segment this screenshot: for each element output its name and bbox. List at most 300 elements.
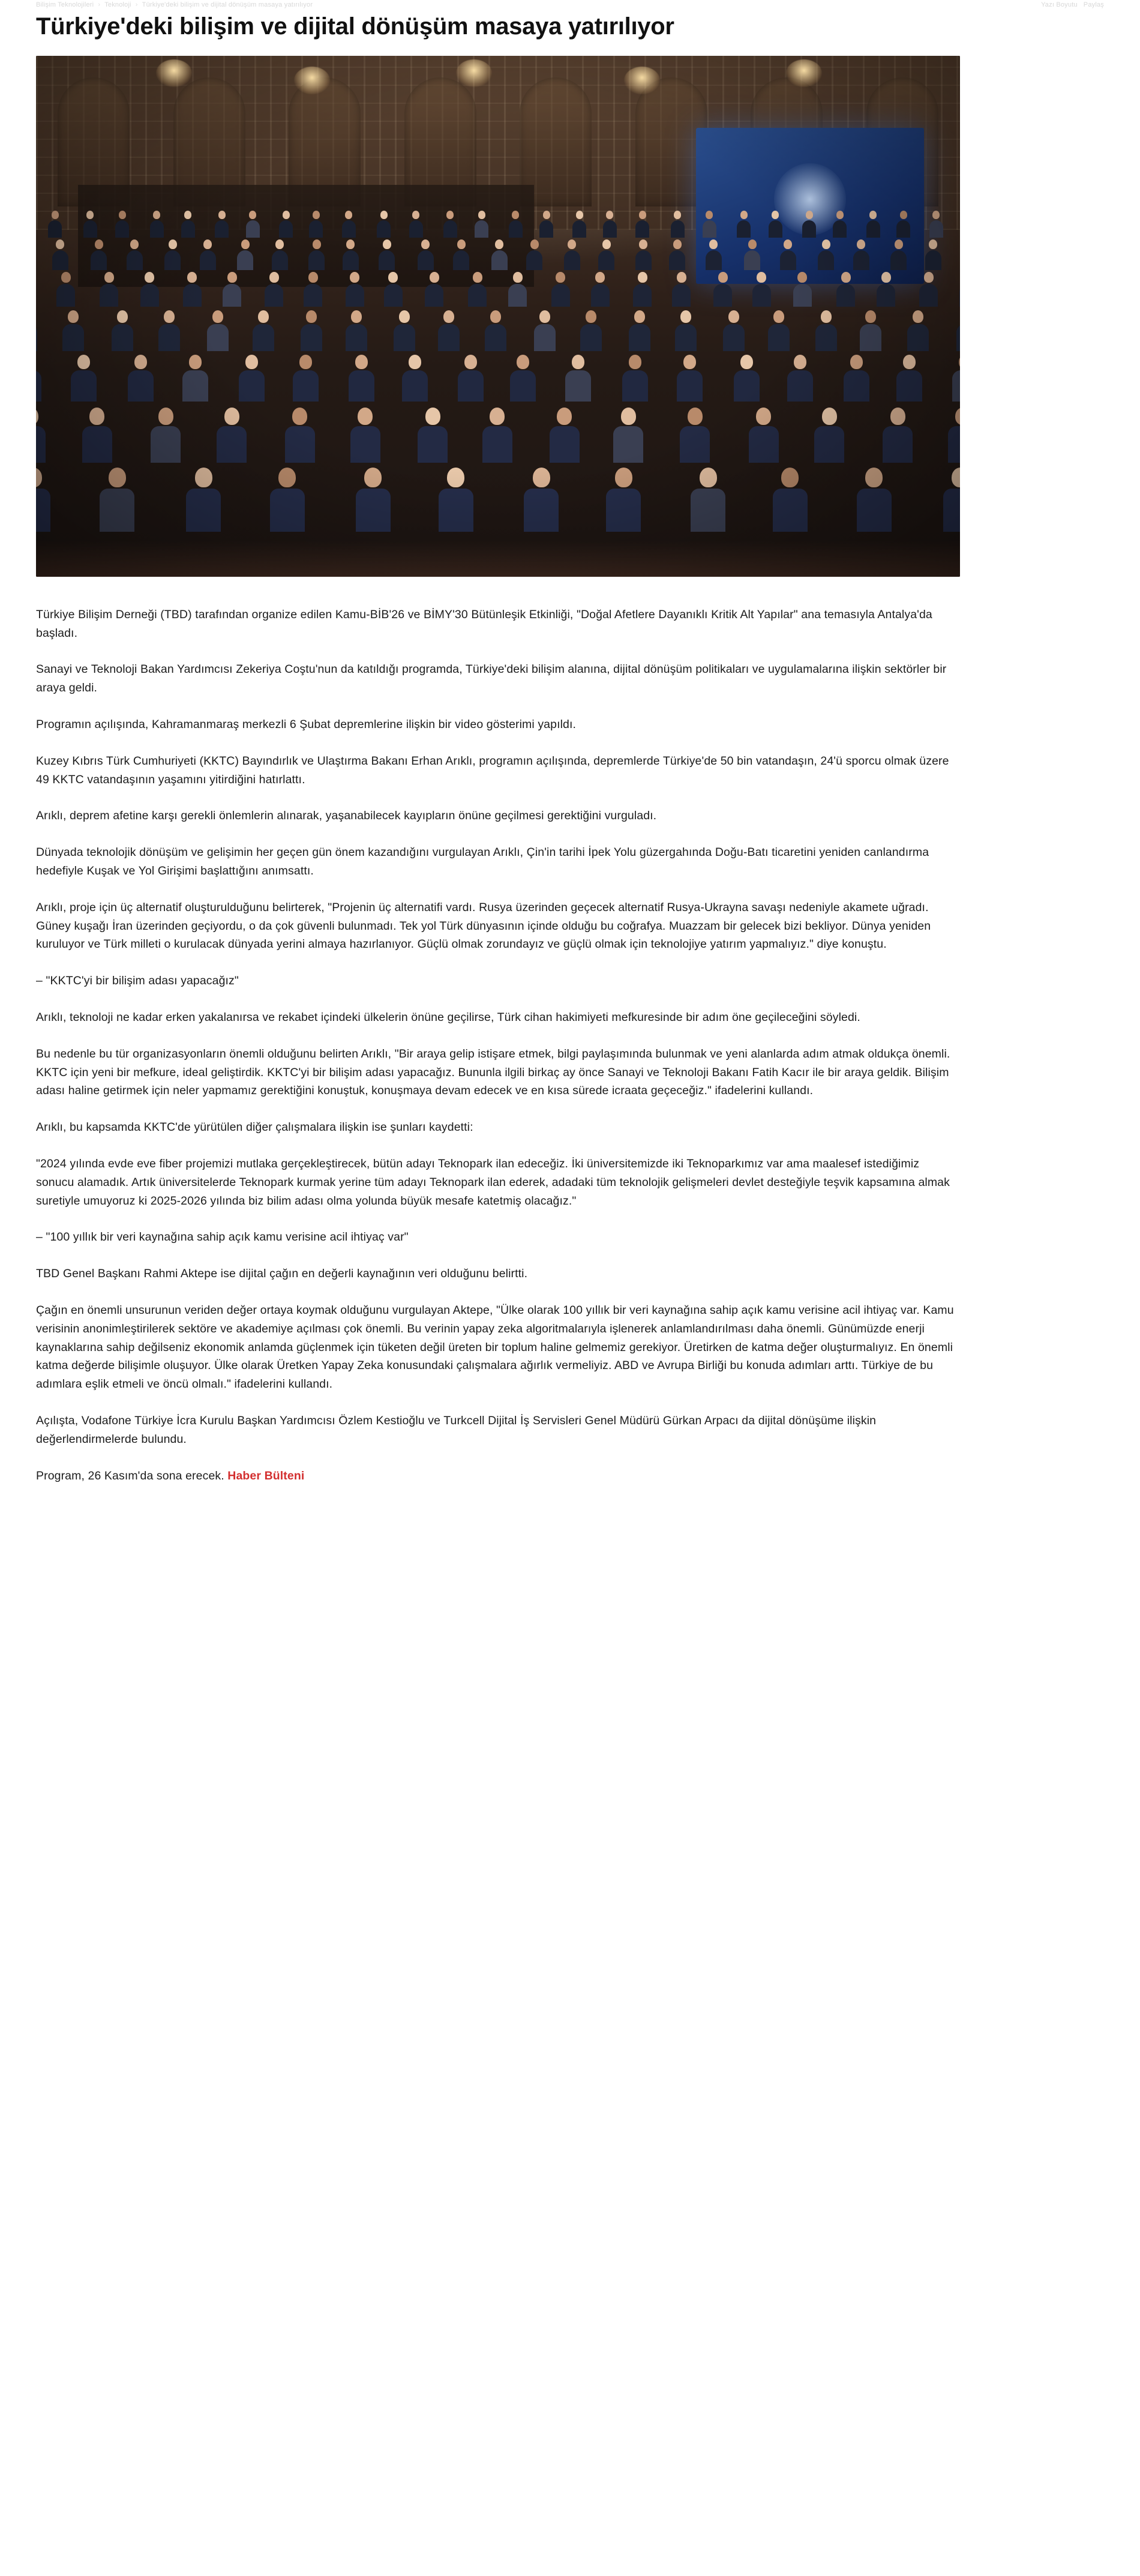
- audience-head: [241, 239, 250, 249]
- audience-body: [890, 250, 907, 270]
- audience-body: [309, 220, 323, 238]
- audience-body: [671, 220, 685, 238]
- audience-body: [564, 250, 580, 270]
- audience-member: [524, 468, 559, 532]
- audience-body: [151, 426, 181, 463]
- audience-member: [200, 239, 216, 270]
- audience-head: [245, 355, 258, 369]
- audience-head: [187, 272, 197, 283]
- audience-head: [278, 468, 296, 487]
- audience-head: [895, 239, 903, 249]
- audience-head: [86, 211, 94, 219]
- paragraph: Türkiye Bilişim Derneği (TBD) tarafından organize edilen Kamu-BİB'26 ve BİMY'30 Bütünleşik Etkinliği, "Doğal Afetlere Dayanıklı Kritik Alt Yapılar" ana temasıyla Antalya'da başladı.: [36, 607, 932, 640]
- audience-body: [680, 426, 710, 463]
- audience-head: [929, 239, 937, 249]
- paragraph: Arıklı, deprem afetine karşı gerekli önlemlerin alınarak, yaşanabilecek kayıpların önüne geçilmesi gerektiğini vurguladı.: [36, 809, 657, 823]
- audience-member: [71, 355, 97, 402]
- audience-body: [669, 250, 685, 270]
- audience-member: [633, 272, 652, 307]
- audience-head: [806, 211, 813, 219]
- audience-body: [866, 220, 880, 238]
- audience-member: [443, 211, 457, 238]
- audience-head: [292, 408, 307, 425]
- audience-head: [109, 468, 126, 487]
- audience-body: [394, 324, 415, 351]
- paragraph: TBD Genel Başkanı Rahmi Aktepe ise dijital çağın en değerli kaynağının veri olduğunu belirtti.: [36, 1267, 528, 1281]
- audience-head: [249, 211, 256, 219]
- audience-member: [62, 310, 84, 351]
- audience-member: [883, 408, 913, 463]
- audience-head: [212, 310, 223, 323]
- audience-body: [925, 250, 941, 270]
- audience-head: [602, 239, 611, 249]
- audience-head: [773, 310, 784, 323]
- audience-member: [56, 272, 75, 307]
- audience-body: [734, 370, 760, 402]
- audience-head: [380, 211, 388, 219]
- audience-head: [718, 272, 728, 283]
- audience-head: [794, 355, 806, 369]
- audience-head: [634, 310, 645, 323]
- audience-member: [181, 211, 195, 238]
- audience-body: [200, 250, 216, 270]
- audience-head: [543, 211, 550, 219]
- audience-member: [215, 211, 229, 238]
- byline[interactable]: Haber Bülteni: [227, 1469, 305, 1482]
- audience-member: [890, 239, 907, 270]
- audience-row: [36, 211, 960, 238]
- audience-body: [343, 250, 359, 270]
- audience-body: [384, 284, 403, 307]
- audience-member: [91, 239, 107, 270]
- audience-member: [453, 239, 469, 270]
- audience-member: [458, 355, 484, 402]
- audience-member: [539, 211, 553, 238]
- audience-member: [749, 408, 779, 463]
- audience-body: [907, 324, 929, 351]
- audience-member: [877, 272, 895, 307]
- audience-head: [490, 310, 501, 323]
- audience-body: [402, 370, 428, 402]
- audience-member: [925, 239, 941, 270]
- audience-head: [706, 211, 713, 219]
- audience-body: [36, 324, 37, 351]
- audience-head: [36, 468, 42, 487]
- audience-member: [896, 355, 922, 402]
- audience-body: [438, 324, 460, 351]
- audience-body: [572, 220, 586, 238]
- audience-member: [475, 211, 488, 238]
- audience-body: [215, 220, 229, 238]
- audience-body: [844, 370, 869, 402]
- audience-body: [112, 324, 133, 351]
- audience-body: [48, 220, 62, 238]
- audience-member: [223, 272, 241, 307]
- audience-member: [534, 310, 556, 351]
- audience-head: [299, 355, 312, 369]
- audience-member: [346, 272, 364, 307]
- audience-body: [100, 489, 134, 532]
- audience-member: [787, 355, 813, 402]
- audience-body: [613, 426, 643, 463]
- breadcrumb-bar: [0, 0, 1140, 13]
- audience-body: [896, 370, 922, 402]
- audience-member: [737, 211, 751, 238]
- audience-member: [550, 408, 580, 463]
- audience-member: [418, 408, 448, 463]
- audience-head: [153, 211, 160, 219]
- audience-head: [748, 239, 757, 249]
- share-button[interactable]: Paylaş: [1083, 1, 1104, 8]
- audience-head: [313, 239, 321, 249]
- audience-member: [580, 310, 602, 351]
- audience-body: [773, 489, 808, 532]
- audience-member: [622, 355, 648, 402]
- audience-member: [342, 211, 356, 238]
- audience-body: [691, 489, 725, 532]
- audience-member: [151, 408, 181, 463]
- audience-head: [184, 211, 191, 219]
- audience-body: [207, 324, 229, 351]
- audience-body: [802, 220, 816, 238]
- audience-head: [447, 468, 464, 487]
- audience-member: [265, 272, 283, 307]
- audience-member: [491, 239, 508, 270]
- audience-body: [948, 426, 960, 463]
- audience-member: [343, 239, 359, 270]
- paragraph: Programın açılışında, Kahramanmaraş merkezli 6 Şubat depremlerine ilişkin bir video gösterimi yapıldı.: [36, 717, 577, 731]
- audience-member: [164, 239, 181, 270]
- audience-member: [237, 239, 253, 270]
- paragraph: "2024 yılında evde eve fiber projemizi mutlaka gerçekleştirecek, bütün adayı Teknopark ilan edeceğiz. İki üniversitemizde iki Teknoparkımız var ama maalesef istediğimiz sonucu alamadık. Artık üniversitelerde Teknopark kurmak yerine tüm adayı Teknopark ilan ederek, adadaki tüm teknolojik gelişmeleri devlet desteğiyle teşvik kapsamına almak suretiyle umuyoruz ki 2025-2026 yılında biz bilim adası olma yolunda büyük mesafe katetmiş olacağız.": [36, 1157, 950, 1208]
- audience-member: [780, 239, 796, 270]
- audience-head: [857, 239, 865, 249]
- audience-body: [580, 324, 602, 351]
- paragraph: Açılışta, Vodafone Türkiye İcra Kurulu Başkan Yardımcısı Özlem Kestioğlu ve Turkcell Dijital İş Servisleri Genel Müdürü Gürkan Arpacı da dijital dönüşüme ilişkin değerlendirmelerde bulundu.: [36, 1413, 877, 1446]
- audience-body: [285, 426, 315, 463]
- audience-body: [598, 250, 614, 270]
- audience-head: [952, 468, 960, 487]
- audience-head: [473, 272, 482, 283]
- audience-head: [36, 408, 38, 425]
- audience-member: [629, 310, 650, 351]
- audience-member: [394, 310, 415, 351]
- audience-head: [841, 272, 851, 283]
- audience-body: [591, 284, 610, 307]
- subheading: – "100 yıllık bir veri kaynağına sahip açık kamu verisine acil ihtiyaç var": [36, 1230, 409, 1244]
- audience-body: [293, 370, 319, 402]
- audience-body: [919, 284, 938, 307]
- audience-body: [737, 220, 751, 238]
- audience-head: [557, 408, 572, 425]
- audience-body: [223, 284, 241, 307]
- audience-head: [700, 468, 717, 487]
- audience-head: [61, 272, 71, 283]
- audience-member: [379, 239, 395, 270]
- audience-body: [706, 250, 722, 270]
- audience-head: [822, 239, 830, 249]
- audience-body: [346, 284, 364, 307]
- audience-body: [485, 324, 506, 351]
- audience-member: [802, 211, 816, 238]
- audience-body: [814, 426, 844, 463]
- breadcrumb-separator: ›: [135, 1, 138, 8]
- audience-head: [351, 310, 362, 323]
- audience-member: [929, 211, 943, 238]
- audience-member: [551, 272, 570, 307]
- audience-body: [622, 370, 648, 402]
- audience-member: [509, 211, 523, 238]
- audience-member: [485, 310, 506, 351]
- audience-body: [409, 220, 423, 238]
- audience-member: [158, 310, 180, 351]
- audience-body: [853, 250, 869, 270]
- audience-member: [100, 272, 118, 307]
- audience-head: [533, 468, 550, 487]
- audience-body: [635, 250, 652, 270]
- audience-member: [773, 468, 808, 532]
- audience-head: [781, 468, 799, 487]
- audience-member: [769, 211, 782, 238]
- audience-member: [860, 310, 881, 351]
- audience-head: [227, 272, 237, 283]
- audience-member: [857, 468, 892, 532]
- audience-head: [203, 239, 212, 249]
- audience-member: [36, 468, 50, 532]
- audience-body: [752, 284, 771, 307]
- audience-body: [744, 250, 760, 270]
- audience-head: [350, 272, 359, 283]
- audience-body: [526, 250, 542, 270]
- audience-head: [269, 272, 279, 283]
- audience-head: [677, 272, 686, 283]
- audience-body: [36, 489, 50, 532]
- audience-head: [674, 211, 681, 219]
- chandelier-light: [156, 59, 192, 87]
- audience-head: [513, 272, 523, 283]
- page-title: Türkiye'deki bilişim ve dijital dönüşüm masaya yatırılıyor: [36, 13, 674, 40]
- audience-body: [629, 324, 650, 351]
- audience-body: [952, 370, 960, 402]
- audience-body: [304, 284, 322, 307]
- audience-head: [446, 211, 454, 219]
- audience-body: [83, 220, 97, 238]
- audience-member: [346, 310, 367, 351]
- audience-head: [409, 355, 421, 369]
- audience-body: [56, 284, 75, 307]
- audience-member: [36, 310, 37, 351]
- audience-member: [706, 239, 722, 270]
- audience-body: [265, 284, 283, 307]
- headline-container: [0, 13, 1140, 44]
- audience-member: [183, 272, 202, 307]
- audience-head: [680, 310, 691, 323]
- audience-head: [218, 211, 226, 219]
- hall-floor: [36, 541, 960, 577]
- audience-member: [793, 272, 812, 307]
- audience-head: [595, 272, 605, 283]
- audience-body: [425, 284, 443, 307]
- audience-head: [313, 211, 320, 219]
- audience-member: [115, 211, 129, 238]
- audience-member: [691, 468, 725, 532]
- audience-head: [615, 468, 632, 487]
- audience-member: [723, 310, 745, 351]
- breadcrumb-item-1[interactable]: Teknoloji: [104, 1, 131, 8]
- chandelier-light: [786, 59, 822, 87]
- audience-member: [186, 468, 221, 532]
- audience-body: [606, 489, 641, 532]
- audience-head: [890, 408, 905, 425]
- audience-member: [82, 408, 112, 463]
- audience-member: [510, 355, 536, 402]
- audience-body: [524, 489, 559, 532]
- audience-body: [603, 220, 617, 238]
- audience-head: [900, 211, 907, 219]
- audience-member: [482, 408, 512, 463]
- audience-member: [246, 211, 260, 238]
- audience-member: [680, 408, 710, 463]
- audience-head: [821, 310, 832, 323]
- audience-body: [929, 220, 943, 238]
- audience-body: [308, 250, 325, 270]
- audience-head: [490, 408, 505, 425]
- audience-body: [349, 370, 374, 402]
- breadcrumb-separator: ›: [98, 1, 101, 8]
- audience-head: [195, 468, 212, 487]
- audience-member: [402, 355, 428, 402]
- audience-head: [145, 272, 154, 283]
- audience-body: [183, 284, 202, 307]
- audience-member: [309, 211, 323, 238]
- chandelier-light: [294, 67, 330, 94]
- audience-member: [752, 272, 771, 307]
- audience-member: [818, 239, 834, 270]
- audience-head: [89, 408, 104, 425]
- audience-body: [350, 426, 380, 463]
- breadcrumb: [36, 1, 313, 8]
- audience-body: [100, 284, 118, 307]
- audience-head: [865, 468, 883, 487]
- audience-body: [82, 426, 112, 463]
- audience-head: [283, 211, 290, 219]
- audience-member: [952, 355, 960, 402]
- audience-head: [850, 355, 863, 369]
- audience-member: [703, 211, 716, 238]
- chandelier-light: [624, 67, 660, 94]
- audience-body: [52, 250, 68, 270]
- audience-body: [635, 220, 649, 238]
- audience-head: [52, 211, 59, 219]
- audience-member: [384, 272, 403, 307]
- chandelier-light: [456, 59, 492, 87]
- audience-body: [883, 426, 913, 463]
- paragraph: Arıklı, proje için üç alternatif oluşturulduğunu belirterek, "Projenin üç alternatifi vardı. Rusya üzerinden geçecek alternatif Rusya-Ukrayna savaşı nedeniyle akamete uğradı. Güney kuşağı İran üzerinden geçiyordu, o da çok güvenli bulunmadı. Tek yol Türk dünyasının içinde olduğu bu coğrafya. Muazzam bir gelecek bizi bekliyor. Dünya yeniden kuruluyor ve Türk milleti o kurulacak dünyada yerini almaya hazırlanıyor. Güçlü olmak zorundayız ve güçlü olmak için teknolojiye yatırım yapmalıyız." diye konuştu.: [36, 900, 931, 951]
- audience-head: [224, 408, 239, 425]
- audience-member: [598, 239, 614, 270]
- audience-body: [186, 489, 221, 532]
- audience-member: [564, 239, 580, 270]
- paragraph: Çağın en önemli unsurunun veriden değer ortaya koymak olduğunu vurgulayan Aktepe, "Ülke olarak 100 yıllık bir veri kaynağına sahip açık kamu verisine acil ihtiyaç var. Kamu verisinin anonimleştirilerek sektöre ve akademiye açılması çok önemli. Bu verinin yapay zeka algoritmalarıyla işlenerek anlamlandırılması daha önemli. Günümüzde enerji kaynaklarına sahip değilseniz ekonomik anlamda güçlenmek için tüketen değil üreten bir toplum haline gelmemiz gerekiyor. Üretirken de katma değer oluşturmalıyız. En önemli katma değerde bilişimle oluşuyor. Ülke olarak Üretken Yapay Zeka konusundaki çalışmalara ağırlık vermeliyiz. ABD ve Avrupa Birliği bu konuda adımları arttı. Türkiye de bu adımlara eşlik etmeli ve öncü olmalı." ifadelerini kullandı.: [36, 1303, 954, 1391]
- audience-head: [959, 355, 960, 369]
- audience-body: [127, 250, 143, 270]
- audience-member: [377, 211, 391, 238]
- audience-member: [349, 355, 374, 402]
- audience-head: [629, 355, 641, 369]
- audience-body: [749, 426, 779, 463]
- audience-head: [383, 239, 391, 249]
- audience-body: [246, 220, 260, 238]
- audience-body: [959, 284, 960, 307]
- audience-member: [635, 211, 649, 238]
- audience-member: [671, 211, 685, 238]
- audience-head: [430, 272, 439, 283]
- audience-body: [508, 284, 527, 307]
- audience-member: [100, 468, 134, 532]
- audience-body: [550, 426, 580, 463]
- audience-head: [119, 211, 126, 219]
- audience-head: [399, 310, 410, 323]
- audience-member: [140, 272, 159, 307]
- audience-member: [150, 211, 164, 238]
- audience-body: [468, 284, 487, 307]
- audience-head: [134, 355, 147, 369]
- audience-head: [539, 310, 550, 323]
- article-tools: [1041, 1, 1104, 8]
- font-size-button[interactable]: Yazı Boyutu: [1041, 1, 1078, 8]
- audience-head: [772, 211, 779, 219]
- audience-body: [346, 324, 367, 351]
- audience-body: [677, 370, 703, 402]
- audience-member: [635, 239, 652, 270]
- audience-head: [621, 408, 636, 425]
- audience-head: [364, 468, 382, 487]
- audience-body: [379, 250, 395, 270]
- audience-member: [672, 272, 691, 307]
- audience-head: [688, 408, 703, 425]
- audience-body: [534, 324, 556, 351]
- audience-head: [913, 310, 923, 323]
- audience-body: [896, 220, 910, 238]
- audience-head: [903, 355, 916, 369]
- audience-head: [77, 355, 90, 369]
- audience-body: [301, 324, 322, 351]
- paragraph: Kuzey Kıbrıs Türk Cumhuriyeti (KKTC) Bayındırlık ve Ulaştırma Bakanı Erhan Arıklı, programın açılışında, depremlerde Türkiye'de 50 bin vatandaşın, 24'ü sporcu olmak üzere 49 KKTC vatandaşının yaşamını yitirdiğini hatırlattı.: [36, 754, 949, 786]
- audience-member: [508, 272, 527, 307]
- audience-body: [458, 370, 484, 402]
- audience-member: [304, 272, 322, 307]
- audience-head: [308, 272, 318, 283]
- audience-member: [239, 355, 265, 402]
- breadcrumb-item-0[interactable]: Bilişim Teknolojileri: [36, 1, 94, 8]
- audience-member: [83, 211, 97, 238]
- audience-body: [239, 370, 265, 402]
- audience-body: [491, 250, 508, 270]
- audience-body: [723, 324, 745, 351]
- audience-member: [128, 355, 154, 402]
- audience-head: [606, 211, 613, 219]
- breadcrumb-item-2: Türkiye'deki bilişim ve dijital dönüşüm masaya yatırılıyor: [142, 1, 313, 8]
- audience-body: [270, 489, 305, 532]
- paragraph: Sanayi ve Teknoloji Bakan Yardımcısı Zekeriya Coştu'nun da katıldığı programda, Türkiye'deki bilişim alanına, dijital dönüşüm politikaları ve uygulamalarına ilişkin sektörler bir araya geldi.: [36, 663, 947, 695]
- audience-row: [36, 408, 960, 463]
- audience-body: [377, 220, 391, 238]
- audience-member: [356, 468, 391, 532]
- audience-body: [36, 426, 46, 463]
- audience-member: [814, 408, 844, 463]
- audience-member: [603, 211, 617, 238]
- audience-head: [865, 310, 876, 323]
